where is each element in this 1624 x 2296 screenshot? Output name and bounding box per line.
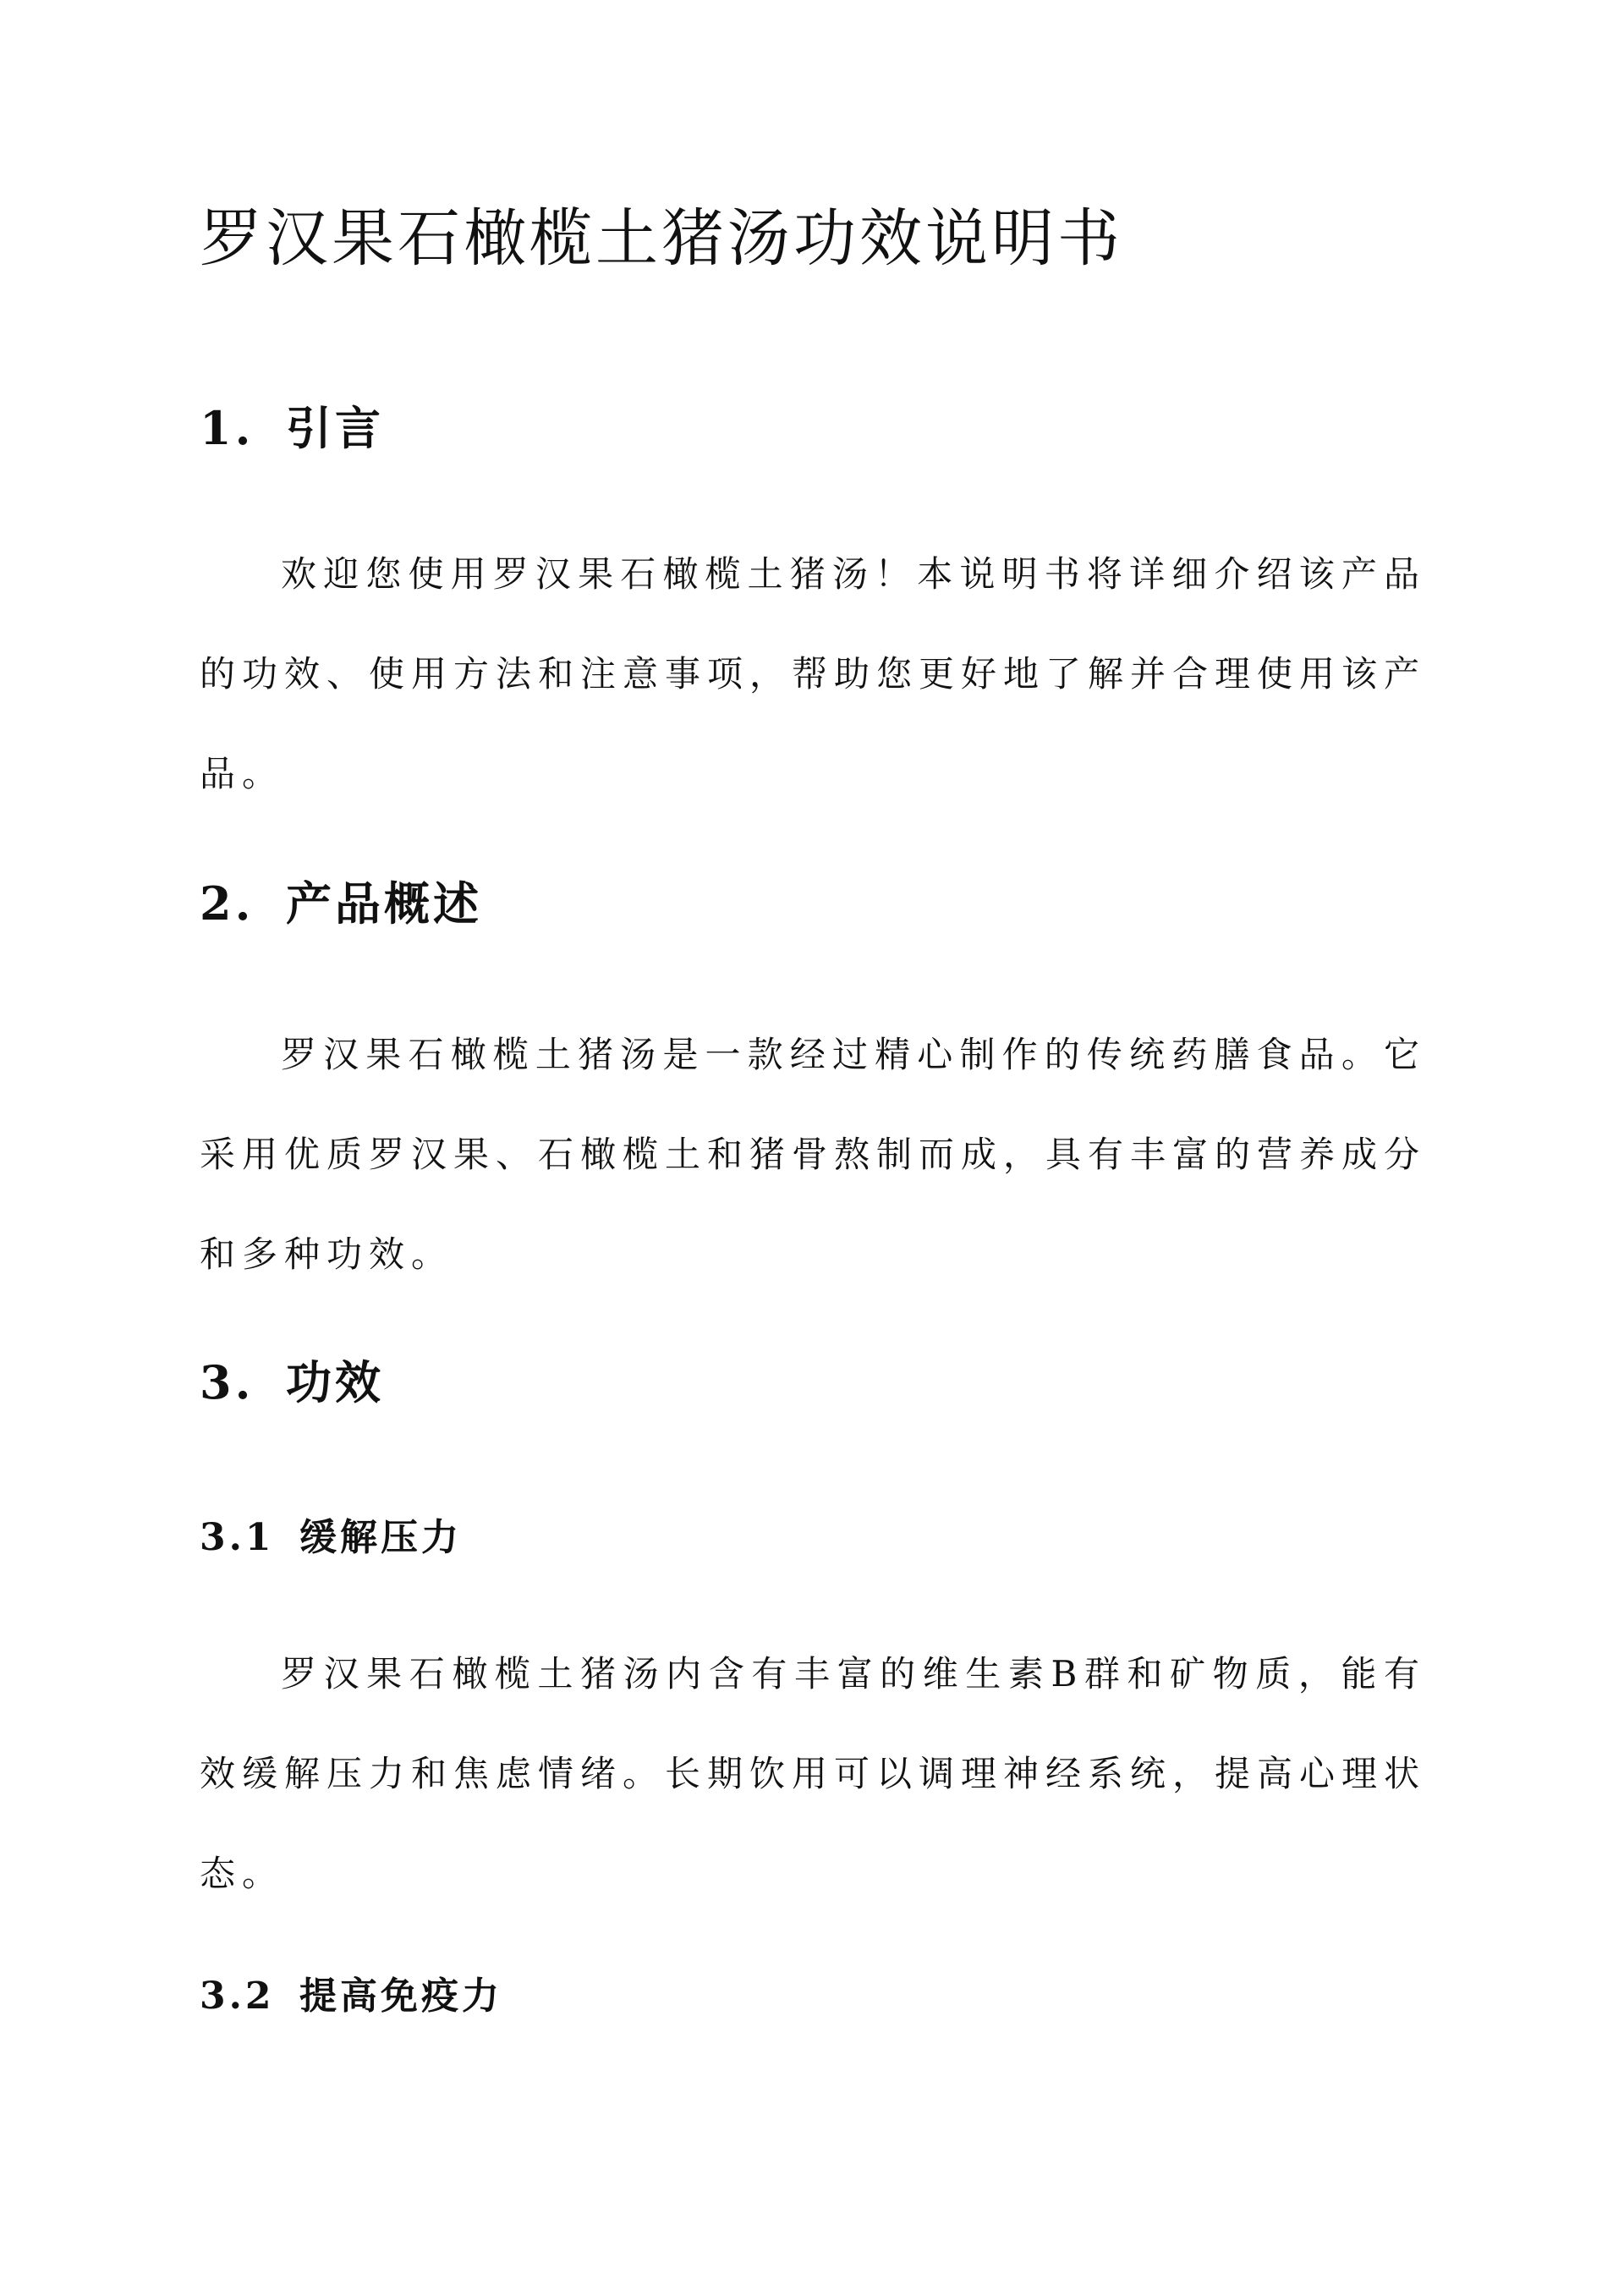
section-title: 引言: [286, 401, 384, 455]
subsection-title: 缓解压力: [299, 1516, 462, 1559]
section-number: 2.: [200, 876, 255, 931]
section-heading-product-overview: [200, 870, 482, 937]
relieve-stress-paragraph: 罗汉果石橄榄土猪汤内含有丰富的维生素B群和矿物质，能有效缓解压力和焦虑情绪。长期饮用可以调理神经系统，提高心理状态。: [200, 1653, 1427, 1894]
section-heading-efficacy: [200, 1348, 384, 1416]
introduction-paragraph: 欢迎您使用罗汉果石橄榄土猪汤！本说明书将详细介绍该产品的功效、使用方法和注意事项，帮助您更好地了解并合理使用该产品。: [200, 553, 1427, 794]
subsection-title: 提高免疫力: [299, 1975, 502, 2018]
section-heading-introduction: [200, 394, 384, 462]
product-overview-paragraph: 罗汉果石橄榄土猪汤是一款经过精心制作的传统药膳食品。它采用优质罗汉果、石橄榄土和猪骨熬制而成，具有丰富的营养成分和多种功效。: [200, 1034, 1427, 1275]
section-number: 1.: [200, 401, 255, 455]
subsection-heading-relieve-stress: [200, 1511, 462, 1565]
subsection-number: 3.2: [200, 1975, 275, 2018]
subsection-number: 3.1: [200, 1516, 275, 1559]
document-title: 罗汉果石橄榄土猪汤功效说明书: [200, 202, 1123, 275]
section-number: 3.: [200, 1355, 255, 1409]
subsection-heading-boost-immunity: [200, 1969, 502, 2024]
section-title: 产品概述: [286, 876, 482, 931]
section-title: 功效: [286, 1355, 384, 1409]
